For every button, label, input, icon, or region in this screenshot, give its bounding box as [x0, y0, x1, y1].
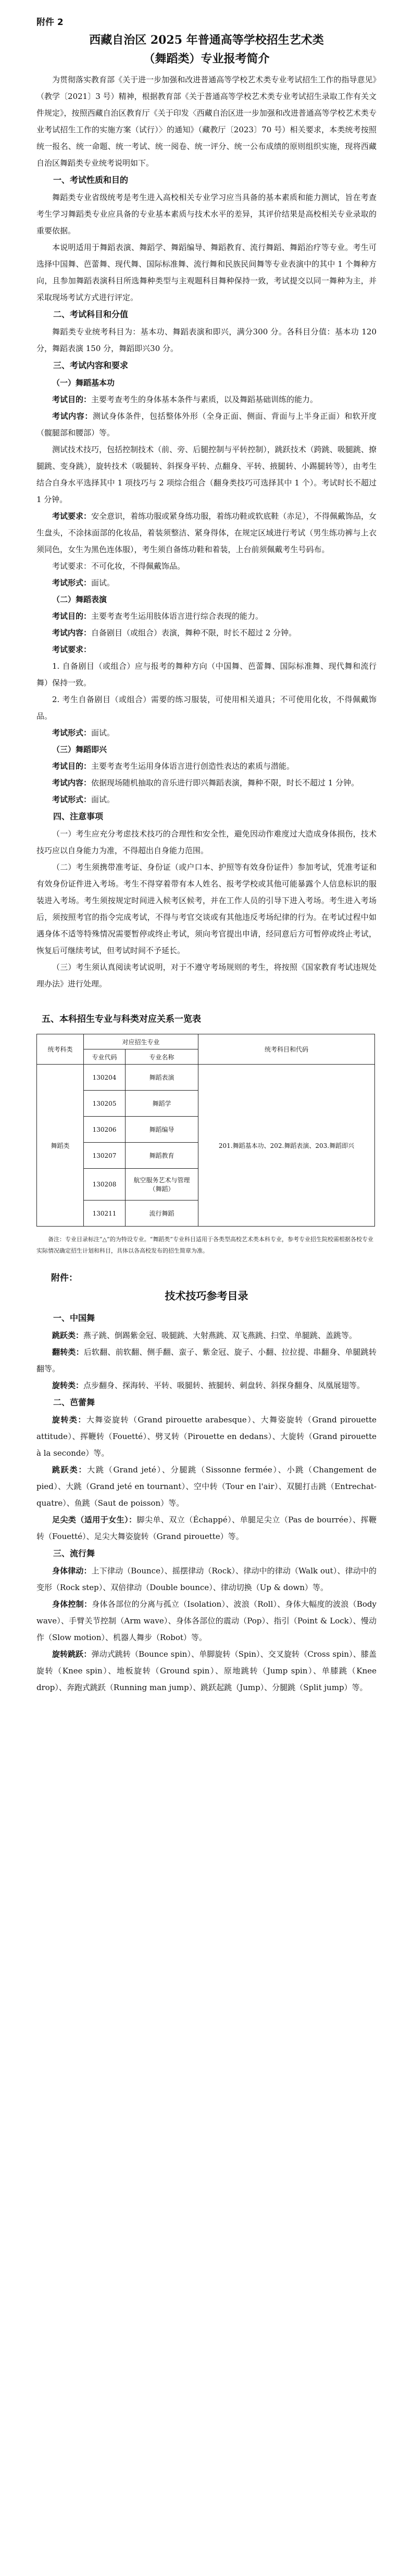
sub-1-req-label: 考试要求：: [52, 511, 92, 521]
cat-1-heading: 一、中国舞: [53, 1313, 95, 1323]
major-mapping-table: [36, 1034, 375, 1227]
sub-3-form: [36, 791, 377, 808]
cat-1-item-text: 燕子跳、倒踢紫金冠、吸腿跳、大射燕跳、双飞燕跳、扫堂、单腿跳、盖跳等。: [83, 1331, 357, 1340]
sub-1-technique: 测试技术技巧，包括控制技术（前、旁、后腿控制与平转控制），跳跃技术（跨跳、吸腿跳、撩腿跳、变身跳），旋转技术（吸腿转、斜探身平转、点翻身、平转、掖腿转、小踢腿转等），由考生结合自身水平选择其中 1 项技巧与 2 项综合组合（翻身类技巧可选择其中 1 个）。考试时长不超过 1 分钟。: [36, 445, 377, 504]
sub-2-goal: [36, 608, 377, 624]
cat-1-item-text: 点步翻身、探海转、平转、吸腿转、掖腿转、刺盘转、斜探身翻身、凤凰展翅等。: [83, 1381, 365, 1390]
sub-3-content-label: 考试内容：: [52, 778, 92, 787]
section-4-paragraph-3: （三）考生须认真阅读考试说明，对于不遵守考场规则的考生，将按照《国家教育考试违规处理办法》进行处理。: [36, 962, 377, 989]
cell-name: 舞蹈学: [126, 1091, 198, 1117]
sub-2-form: [36, 724, 377, 741]
sub-3-heading: （三）舞蹈即兴: [52, 745, 107, 754]
cat-3-item: [36, 1596, 377, 1646]
sub-1-note: 考试要求：不可化妆，不得佩戴饰品。: [52, 561, 185, 571]
sub-1-goal: [36, 391, 377, 408]
sub-2-form-text: 面试。: [91, 728, 115, 737]
section-1-paragraph-1: 舞蹈类专业省级统考是考生进入高校相关专业学习应当具备的基本素质和能力测试，旨在考查考生学习舞蹈类专业应具备的专业基本素质与技术水平的差异，其评价结果是高校相关专业录取的重要依据。: [36, 193, 377, 235]
cat-1-item: [36, 1344, 377, 1377]
cell-name: 舞蹈表演: [126, 1065, 198, 1091]
cat-3-item: [36, 1562, 377, 1596]
sub-1-goal-label: 考试目的：: [52, 395, 92, 404]
cat-2-item-text: 大跳（Grand jeté）、分腿跳（Sissonne fermée）、小跳（Changement de pied）、大跳（Grand jeté en tournant）、空中转（Tour en l'air）、双腿打击跳（Entrechat-quatre）、鱼跳（Saut de poisson）等。: [36, 1465, 377, 1508]
section-5-heading: 五、本科招生专业与科类对应关系一览表: [42, 1014, 201, 1024]
cell-code: 130206: [84, 1117, 126, 1143]
section-4-heading: 四、注意事项: [53, 811, 104, 821]
sub-1-content-text: 测试身体条件，包括整体外形（全身正面、侧面、背面与上半身正面）和软开度（髋腿部和腰部）等。: [36, 411, 377, 437]
sub-3-content: [36, 774, 377, 791]
cell-name: 舞蹈教育: [126, 1143, 198, 1169]
sub-3-form-text: 面试。: [91, 795, 115, 804]
sub-2-req-2: 2. 考生自备剧目（或组合）需要的练习服装，可使用相关道具；不可使用化妆，不得佩戴饰品。: [36, 695, 377, 721]
cell-code: 130208: [84, 1169, 126, 1201]
th-name: 专业名称: [126, 1049, 198, 1065]
sub-3-form-label: 考试形式：: [52, 795, 92, 804]
sub-1-requirement: [36, 508, 377, 558]
cat-1-item-label: 旋转类：: [52, 1381, 84, 1390]
sub-1-content-label: 考试内容：: [52, 411, 93, 421]
sub-1-heading: （一）舞蹈基本功: [52, 378, 115, 387]
cat-3-item-text: 上下律动（Bounce）、摇摆律动（Rock）、律动中的律动（Walk out）、律动中的变形（Rock step）、双倍律动（Double bounce）、律动切换（Up & down）等。: [36, 1566, 377, 1592]
cat-2-item: [36, 1511, 377, 1545]
table-note: 备注：专业目录标注“△”的为特设专业。“舞蹈类”专业科目适用于各类型高校艺术类本科专业，参考专业招生院校需根据各校专业实际情况确定招生计划和科目，具体以各高校发布的招生简章为准。: [36, 1236, 373, 1254]
cat-1-item: [36, 1327, 377, 1344]
sub-1-form-text: 面试。: [91, 578, 115, 587]
cat-2-item: [36, 1461, 377, 1511]
table-header-row-1: [37, 1034, 375, 1049]
cell-name: 航空服务艺术与管理（舞蹈）: [126, 1169, 198, 1201]
sub-2-content: [36, 624, 377, 641]
sub-1-form-label: 考试形式：: [52, 578, 92, 587]
cell-code: 130211: [84, 1201, 126, 1227]
th-subjects: 统考科目和代码: [198, 1034, 375, 1065]
attachment-label: 附件 2: [36, 17, 64, 28]
section-1-heading: 一、考试性质和目的: [53, 175, 129, 185]
cat-3-heading: 三、流行舞: [53, 1548, 95, 1558]
cat-1-item: [36, 1377, 377, 1394]
cat-3-item-text: 弹动式跳转（Bounce spin）、单脚旋转（Spin）、交叉旋转（Cross spin）、膝盖旋转（Knee spin）、地板旋转（Ground spin）、原地跳转（Jump spin）、单膝跳（Knee drop）、奔跑式跳跃（Running man jump）、跳跃起跳（Jump）、分腿跳（Split jump）等。: [36, 1649, 377, 1692]
section-4-paragraph-1: （一）考生应充分考虑技术技巧的合理性和安全性，避免因动作难度过大造成身体损伤，技术技巧应以自身能力为准，不得超出自身能力范围。: [36, 829, 377, 855]
appendix-title: 技术技巧参考目录: [165, 1290, 248, 1302]
sub-3-goal-label: 考试目的：: [52, 761, 92, 771]
section-2-heading: 二、考试科目和分值: [53, 309, 129, 319]
doc-title-line1: 西藏自治区 2025 年普通高等学校招生艺术类: [89, 33, 324, 47]
sub-2-heading: （二）舞蹈表演: [52, 595, 107, 604]
cat-1-item-label: 跳跃类：: [52, 1331, 84, 1340]
intro-paragraph: 为贯彻落实教育部《关于进一步加强和改进普通高等学校艺术类专业考试招生工作的指导意见》（教学〔2021〕3 号）精神，根据教育部《关于普通高等学校艺术类专业考试招生录取工作有关文件规定》，按照西藏自治区教育厅《关于印发〈西藏自治区进一步加强和改进普通高等学校艺术类专业考试招生工作的实施方案（试行）〉的通知》（藏教厅〔2023〕70 号）相关要求，本类统考按照统一报名、统一命题、统一考试、统一阅卷、统一评分、统一公布成绩的原则组织实施，现将西藏自治区舞蹈类专业统考说明如下。: [36, 75, 377, 168]
sub-3-goal: [36, 758, 377, 774]
cat-1-item-text: 后软翻、前软翻、侧手翻、蛮子、紫金冠、旋子、小翻、拉拉提、串翻身、单腿跳转翻等。: [36, 1347, 377, 1373]
cat-3-item-text: 身体各部位的分离与孤立（Isolation）、波浪（Roll）、身体大幅度的波浪（Body wave）、手臂关节控制（Arm wave）、身体各部位的震动（Pop）、指引（Point & Lock）、慢动作（Slow motion）、机器人舞步（Robot）等。: [36, 1599, 377, 1642]
cat-2-item-label: 跳跃类：: [52, 1465, 87, 1474]
sub-3-goal-text: 主要考查考生运用身体语言进行创造性表达的素质与潜能。: [91, 761, 295, 771]
cat-2-item-label: 足尖类（适用于女生）：: [52, 1515, 137, 1524]
section-3-heading: 三、考试内容和要求: [53, 360, 129, 370]
th-code: 专业代码: [84, 1049, 126, 1065]
sub-2-goal-label: 考试目的：: [52, 611, 92, 621]
cell-name: 舞蹈编导: [126, 1117, 198, 1143]
table-row: [37, 1065, 375, 1091]
cat-3-item-label: 身体控制：: [52, 1599, 92, 1609]
cat-2-item-text: 大舞姿旋转（Grand pirouette arabesque）、大舞姿旋转（Grand pirouette attitude）、挥鞭转（Fouetté）、劈叉转（Pirouette en dedans）、大旋转（Grand pirouette à la seconde）等。: [36, 1415, 377, 1458]
cell-subjects: 201.舞蹈基本功、202.舞蹈表演、203.舞蹈即兴: [198, 1065, 375, 1227]
sub-1-content: [36, 408, 377, 441]
cell-name: 流行舞蹈: [126, 1201, 198, 1227]
th-major-group: 对应招生专业: [84, 1034, 198, 1049]
cat-1-item-label: 翻转类：: [52, 1347, 84, 1357]
doc-title-line2: （舞蹈类）专业报考简介: [143, 52, 270, 66]
section-2-paragraph: 舞蹈类专业统考科目为：基本功、舞蹈表演和即兴，满分300 分。各科目分值：基本功 120 分，舞蹈表演 150 分，舞蹈即兴30 分。: [36, 327, 377, 353]
sub-2-content-text: 自备剧目（或组合）表演，舞种不限，时长不超过 2 分钟。: [91, 628, 297, 637]
th-category: 统考科类: [37, 1034, 84, 1065]
sub-2-goal-text: 主要考查考生运用肢体语言进行综合表现的能力。: [91, 611, 264, 621]
appendix-label: 附件：: [51, 1273, 78, 1283]
cat-2-item: [36, 1411, 377, 1461]
cat-3-item: [36, 1646, 377, 1696]
sub-1-req-text: 安全意识，着练功服或紧身练功服，着练功鞋或软底鞋（赤足），不得佩戴饰品，女生盘头，不涂抹面部的化妆品，着装须整洁、紧身得体，在规定区域进行考试（男生练功裤与上衣须同色，女生为黑色连体服），考生须自备练功鞋和着装，上台前须佩戴考生号码布。: [36, 511, 377, 554]
cat-2-item-text: 脚尖单、双立（Échappé）、单腿足尖立（Pas de bourrée）、挥鞭转（Fouetté）、足尖大舞姿旋转（Grand pirouette）等。: [36, 1515, 377, 1541]
sub-3-content-text: 依据现场随机抽取的音乐进行即兴舞蹈表演，舞种不限，时长不超过 1 分钟。: [91, 778, 359, 787]
cell-code: 130204: [84, 1065, 126, 1091]
sub-2-req-label: 考试要求：: [52, 645, 92, 654]
sub-2-content-label: 考试内容：: [52, 628, 92, 637]
section-1-paragraph-2: 本说明适用于舞蹈表演、舞蹈学、舞蹈编导、舞蹈教育、流行舞蹈、舞蹈治疗等专业。考生可选择中国舞、芭蕾舞、现代舞、国际标准舞、流行舞和民族民间舞等专业表演中的其中 1 个舞种方向，且参加舞蹈表演科目所选舞种类型与主观题科目舞种保持一致，考试提交以同一舞种为主，并采取现场考试方式进行评定。: [36, 243, 377, 302]
sub-1-goal-text: 主要考查考生的身体基本条件与素质，以及舞蹈基础训练的能力。: [91, 395, 318, 404]
cat-2-item-label: 旋转类：: [52, 1415, 86, 1424]
sub-2-form-label: 考试形式：: [52, 728, 92, 737]
sub-2-requirement: [36, 641, 377, 658]
cell-category: 舞蹈类: [37, 1065, 84, 1227]
cat-2-heading: 二、芭蕾舞: [53, 1397, 95, 1407]
cell-code: 130205: [84, 1091, 126, 1117]
sub-2-req-1: 1. 自备剧目（或组合）应与报考的舞种方向（中国舞、芭蕾舞、国际标准舞、现代舞和流行舞）保持一致。: [36, 661, 377, 687]
section-4-paragraph-2: （二）考生须携带准考证、身份证（或户口本、护照等有效身份证件）参加考试，凭准考证和有效身份证件进入考场。考生不得穿着带有本人姓名、报考学校或其他可能暴露个人信息标识的服装进入考场。考生须按规定时间进入候考区候考，并在工作人员的引导下进入考场。考生进入考场后，须按照考官的指令完成考试，不得与考官交谈或有其他违反考场纪律的行为。在考试过程中如遇身体不适等特殊情况需要暂停或终止考试，须向考官提出申请，经同意后方可暂停或终止考试，恢复后可继续考试，但考试时间不予延长。: [36, 862, 377, 955]
cat-3-item-label: 旋转跳跃：: [52, 1649, 92, 1659]
cell-code: 130207: [84, 1143, 126, 1169]
cat-3-item-label: 身体律动：: [52, 1566, 92, 1575]
sub-1-form: [36, 574, 377, 591]
